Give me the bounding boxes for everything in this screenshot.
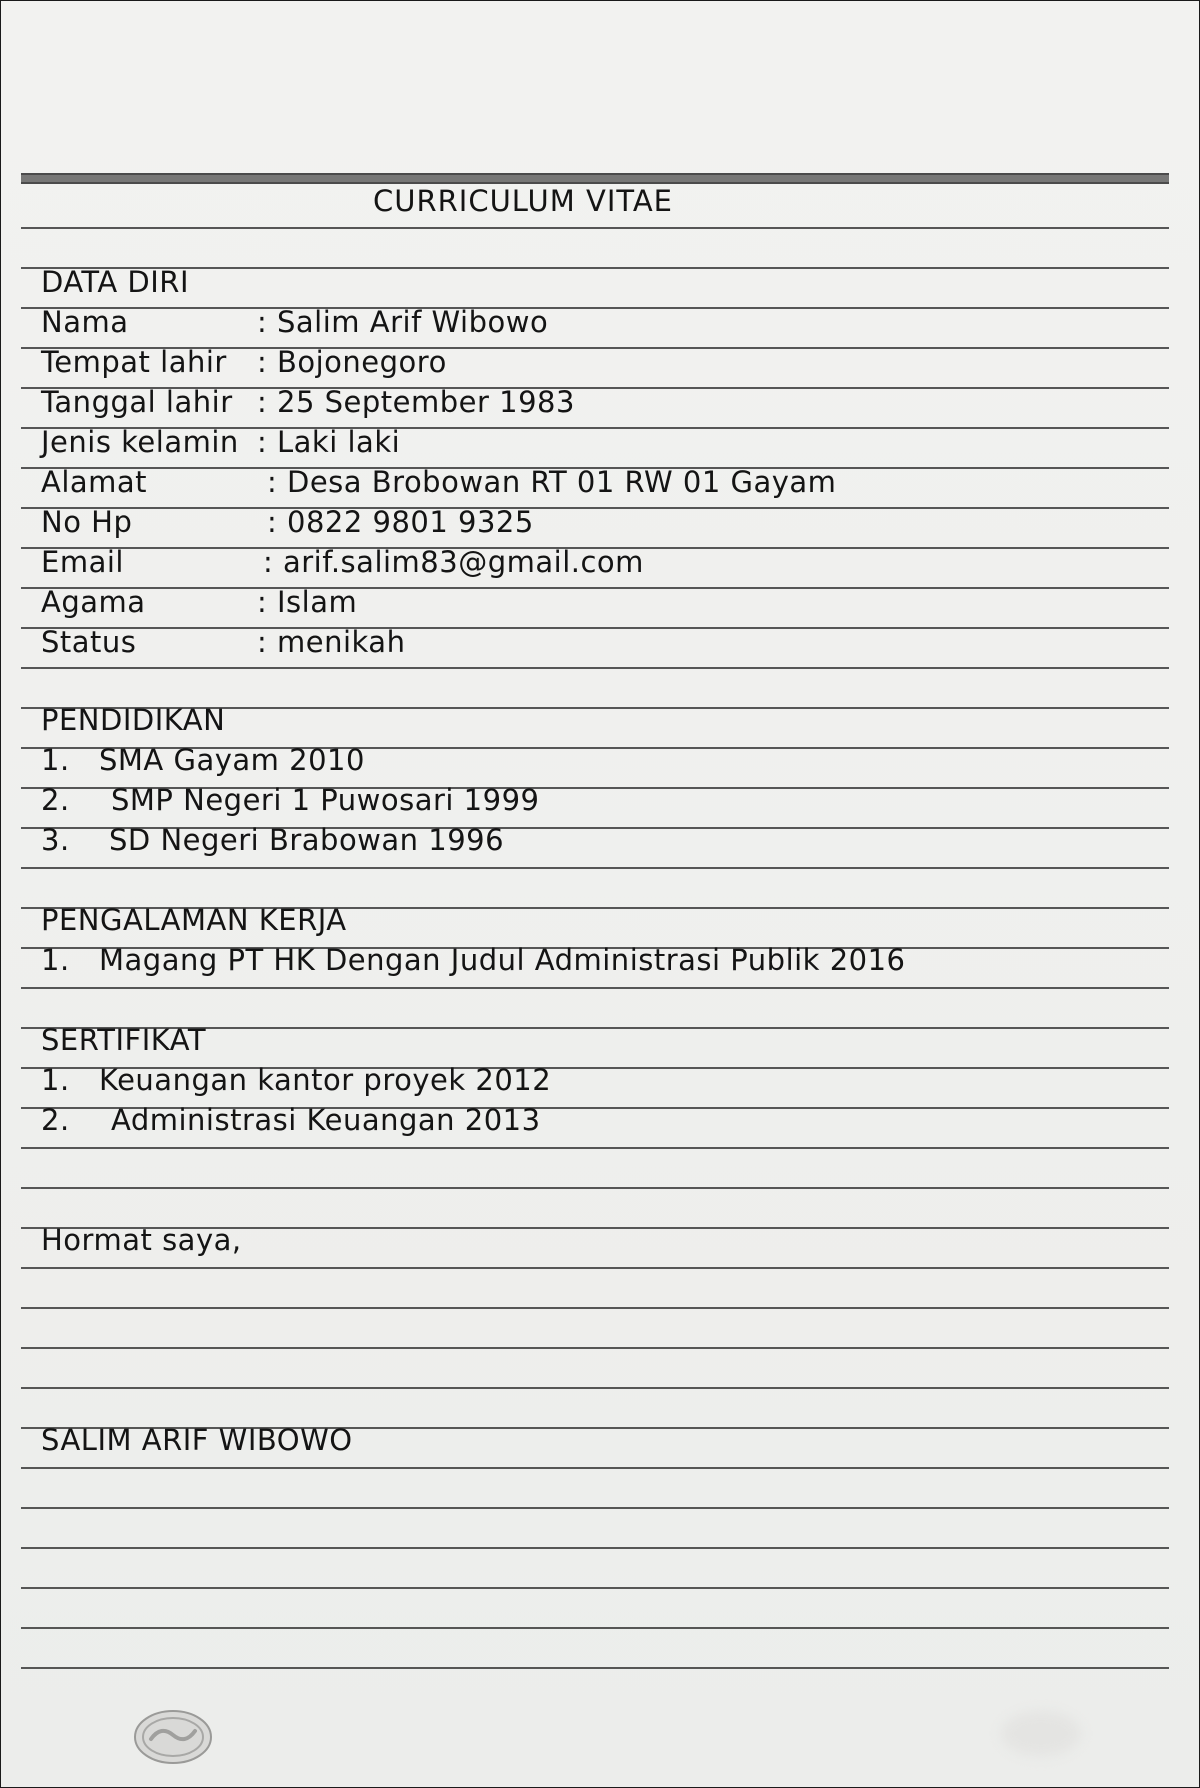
field-value-jenis-kelamin: : Laki laki	[257, 425, 401, 459]
field-label-nama: Nama	[41, 305, 129, 339]
field-value-status: : menikah	[257, 625, 406, 659]
field-value-email: : arif.salim83@gmail.com	[263, 545, 644, 579]
field-label-no-hp: No Hp	[41, 505, 133, 539]
ruled-line	[21, 987, 1169, 989]
ruled-line	[21, 227, 1169, 229]
field-value-agama: : Islam	[257, 585, 358, 619]
list-number: 2.	[41, 1103, 70, 1137]
section-heading-sertifikat: SERTIFIKAT	[41, 1023, 207, 1057]
list-item-pendidikan: SD Negeri Brabowan 1996	[109, 823, 505, 857]
ruled-line	[21, 587, 1169, 589]
section-heading-pendidikan: PENDIDIKAN	[41, 703, 226, 737]
ruled-line	[21, 667, 1169, 669]
list-item-pendidikan: SMP Negeri 1 Puwosari 1999	[111, 783, 540, 817]
ruled-line	[21, 1627, 1169, 1629]
field-label-tanggal-lahir: Tanggal lahir	[41, 385, 233, 419]
ruled-line	[21, 1147, 1169, 1149]
ruled-line	[21, 1587, 1169, 1589]
ruled-line	[21, 1347, 1169, 1349]
ruled-line	[21, 307, 1169, 309]
ruled-line	[21, 1387, 1169, 1389]
ruled-line	[21, 267, 1169, 269]
list-number: 1.	[41, 1063, 70, 1097]
notebook-logo-icon	[133, 1709, 213, 1765]
list-item-sertifikat: Administrasi Keuangan 2013	[111, 1103, 541, 1137]
field-label-jenis-kelamin: Jenis kelamin	[41, 425, 239, 459]
field-label-agama: Agama	[41, 585, 146, 619]
list-number: 3.	[41, 823, 70, 857]
list-number: 1.	[41, 743, 70, 777]
ruled-line	[21, 867, 1169, 869]
closing-salutation: Hormat saya,	[41, 1223, 242, 1257]
signature-name: SALIM ARIF WIBOWO	[41, 1423, 353, 1457]
list-number: 2.	[41, 783, 70, 817]
section-heading-pengalaman-kerja: PENGALAMAN KERJA	[41, 903, 347, 937]
ruled-line	[21, 1467, 1169, 1469]
paper-smudge	[1001, 1711, 1081, 1756]
ruled-line	[21, 1507, 1169, 1509]
ruled-line	[21, 507, 1169, 509]
field-value-nama: : Salim Arif Wibowo	[257, 305, 549, 339]
ruled-line	[21, 1667, 1169, 1669]
field-label-alamat: Alamat	[41, 465, 148, 499]
field-value-alamat: : Desa Brobowan RT 01 RW 01 Gayam	[267, 465, 837, 499]
ruled-line	[21, 1187, 1169, 1189]
section-heading-data-diri: DATA DIRI	[41, 265, 190, 299]
field-value-tempat-lahir: : Bojonegoro	[257, 345, 447, 379]
ruled-line	[21, 627, 1169, 629]
field-label-email: Email	[41, 545, 124, 579]
field-value-tanggal-lahir: : 25 September 1983	[257, 385, 575, 419]
ruled-line	[21, 1307, 1169, 1309]
ruled-line	[21, 1267, 1169, 1269]
field-value-no-hp: : 0822 9801 9325	[267, 505, 534, 539]
field-label-tempat-lahir: Tempat lahir	[41, 345, 227, 379]
list-item-pendidikan: SMA Gayam 2010	[99, 743, 365, 777]
field-label-status: Status	[41, 625, 137, 659]
ruled-line	[21, 1547, 1169, 1549]
document-title: CURRICULUM VITAE	[373, 184, 673, 218]
list-item-pengalaman: Magang PT HK Dengan Judul Administrasi Publik 2016	[99, 943, 906, 977]
list-item-sertifikat: Keuangan kantor proyek 2012	[99, 1063, 552, 1097]
list-number: 1.	[41, 943, 70, 977]
